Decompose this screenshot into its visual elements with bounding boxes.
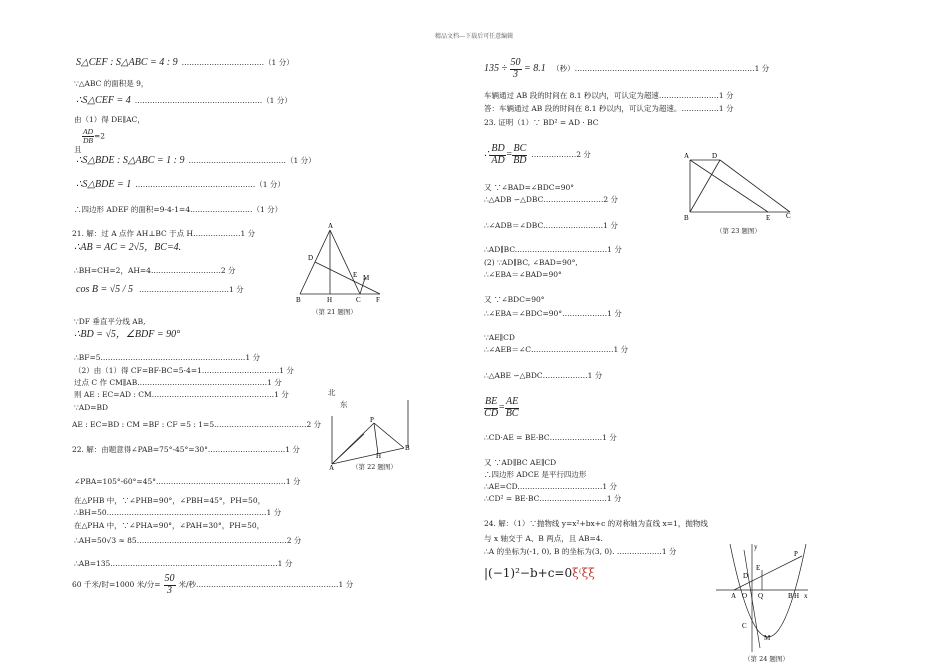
line-ratio-sbde: ∴S△BDE : S△ABC = 1 : 9 …………………………………（1 分） [76, 155, 316, 166]
q23-eba-bdc: ∴∠EBA＝∠BDC=90°………………1 分 [484, 309, 622, 318]
line-sbde: ∴S△BDE = 1 …………………………………………（1 分） [76, 179, 285, 190]
q21-cf: （2）由（1）得 CF=BF-BC=5-4=1.…………………………1 分 [74, 366, 294, 375]
page-header: 精品文档---下载后可任意编辑 [435, 33, 514, 40]
line-speeding: 车辆通过 AB 段的时间在 8.1 秒以内，可认定为超速……………………1 分 [484, 91, 734, 100]
q24-intersect: 与 x 轴交于 A、B 两点，且 AB=4. [484, 534, 603, 543]
fig22-label-b: B [405, 444, 410, 452]
q21-ae-ec: AE : EC=BD : CM =BF : CF =5 : 1=5.………………………………2 分 [72, 420, 322, 429]
fig24-label-o: O [742, 592, 748, 600]
fig24-label-c: C [742, 622, 747, 630]
line-scef: ∴S△CEF = 4 ……………………………………………（1 分） [76, 95, 292, 106]
q21-cm: 过点 C 作 CM∥AB.……………………………………………1 分 [74, 378, 282, 387]
q24-solution-start: 24. 解：（1）∵抛物线 y=x²+bx+c 的对称轴为直线 x=1，抛物线 [484, 519, 708, 528]
q23-eba: ∴∠EBA＝∠BAD=90° [484, 270, 562, 279]
fig21-label-m: M [363, 274, 370, 282]
q23-frac-2: $\frac{BE}{CD}$ = $\frac{AE}{BC}$ [484, 396, 519, 419]
line-qie: 且 [74, 145, 82, 154]
fig24-label-b: B [788, 592, 793, 600]
figure-21 [290, 220, 390, 320]
figure-24 [712, 540, 812, 655]
fig21-label-f: F [376, 296, 380, 304]
q22-speed: 60 千米/时=1000 米/分= $\frac{50}{3}$ 米/秒…………………………………………………1 分 [72, 573, 354, 596]
q22-pba: ∠PBA=105°-60°=45°.……………………………………………1 分 [74, 477, 301, 486]
q22-ab: ∴AB=135.…………………………………………………………1 分 [74, 559, 293, 568]
q21-df-bisector: ∵DF 垂直平分线 AB, [74, 317, 146, 326]
line-area-abc: ∵△ABC 的面积是 9， [74, 79, 149, 88]
fig24-label-p: P [794, 550, 798, 558]
q23-ae-eq-cd: ∴AE=CD.……………………………1 分 [484, 482, 617, 491]
q23-angle-adb: ∴∠ADB＝∠DBC……………………1 分 [484, 221, 618, 230]
q21-solution-start: 21. 解：过 A 点作 AH⊥BC 于点 H.………………1 分 [72, 229, 256, 238]
fig21-label-a: A [328, 222, 334, 230]
fig22-label-p: P [370, 416, 374, 424]
q23-part2: (2) ∵AD∥BC, ∠BAD=90°, [484, 258, 578, 267]
fig23-label-c: C [786, 212, 791, 220]
line-time-calc: 135 ÷ $\frac{50}{3}$ = 8.1 （秒）………………………………………………………………1 分 [484, 57, 770, 80]
q24-coords: ∴A 的坐标为(-1, 0), B 的坐标为(3, 0). ………………1 分 [484, 547, 677, 556]
fig21-label-e: E [353, 271, 358, 279]
fig24-label-q: Q [758, 592, 764, 600]
fig21-label-b: B [296, 296, 301, 304]
q23-parallelogram: ∴四边形 ADCE 是平行四边形 [484, 470, 587, 479]
q21-ad-bd: ∵AD=BD [74, 403, 109, 412]
q22-bh: ∴BH=50.………………………………………………………1 分 [74, 508, 282, 517]
q22-phb: 在△PHB 中，∵∠PHB=90°，∠PBH=45°，PH=50， [74, 496, 266, 505]
q22-solution-start: 22. 解：由题意得∠PAB=75°-45°=30°.…………………………1 分 [72, 445, 300, 454]
fig24-label-y: y [754, 543, 758, 551]
fig24-label-a: A [731, 592, 737, 600]
line-ratio-scef-sabc: S△CEF : S△ABC = 4 : 9 ……………………………（1 分） [76, 57, 294, 68]
fig21-label-d: D [308, 254, 314, 262]
line-answer: 答：车辆通过 AB 段的时间在 8.1 秒以内，可认定为超速。……………1 分 [484, 104, 734, 113]
q23-cd-squared: ∴CD² = BE·BC………………………1 分 [484, 494, 622, 503]
fig21-label-h: H [327, 296, 333, 304]
q21-ab-ac: ∴AB = AC = 2√5，BC=4. [74, 242, 182, 253]
fig23-label-a: A [684, 152, 690, 160]
figure-23-caption: （第 23 题图） [716, 227, 761, 235]
figure-24-caption: （第 24 题图） [744, 655, 789, 663]
fig22-label-h: H [376, 452, 382, 460]
q21-bd: ∴BD = √5，∠BDF = 90° [74, 329, 181, 340]
fig24-label-d: D [743, 572, 749, 580]
q23-similar-2: ∴△ABE ∽△BDC………………1 分 [484, 371, 603, 380]
q23-angle-bad-bdc: 又 ∵∠BAD=∠BDC=90° [484, 183, 575, 192]
figure-22-caption: （第 22 题图） [352, 463, 397, 471]
q22-pha: 在△PHA 中，∵∠PHA=90°，∠PAH=30°，PH=50， [74, 521, 265, 530]
fig23-label-d: D [712, 152, 718, 160]
figure-22-north: 北 [328, 388, 336, 397]
fig22-label-a: A [329, 464, 335, 472]
figure-21-caption: （第 21 题图） [312, 308, 357, 316]
q21-bf: ∴BF=5.…………………………………………………1 分 [74, 353, 261, 362]
q23-ad-parallel: ∴AD∥BC.………………………………1 分 [484, 245, 622, 254]
q21-cosb: cos B = √5 / 5 ………………………………1 分 [76, 284, 244, 295]
fig24-label-h: H [794, 592, 800, 600]
q23-ae-cd: ∵AE∥CD [484, 333, 515, 342]
fig23-label-b: B [684, 214, 689, 222]
q23-cd-ae: ∴CD·AE = BE·BC…………………1 分 [484, 433, 617, 442]
figure-23 [680, 148, 810, 233]
q23-aeb-c: ∴∠AEB＝∠C……………………………1 分 [484, 345, 629, 354]
q23-similar-1: ∴△ADB ∽△DBC……………………2 分 [484, 195, 618, 204]
fig21-label-c: C [356, 296, 361, 304]
q22-ah: ∴AH=50√3 ≈ 85……………………………………………………2 分 [74, 536, 302, 545]
q23-bdc: 又 ∵∠BDC=90° [484, 295, 545, 304]
q23-frac-1: ∴ $\frac{BD}{AD}$ = $\frac{BC}{BD}$ ………………2 分 [484, 143, 591, 166]
fig24-label-m: M [764, 634, 771, 642]
fig24-label-e: E [756, 564, 761, 572]
figure-22 [322, 398, 422, 473]
q24-equation: |(−1)²−b+c=0ξ⁽ξξ [484, 566, 595, 580]
line-adef-area: ∴四边形 ADEF 的面积=9-4-1=4.……………………（1 分） [74, 205, 283, 214]
q21-ratio: 则 AE : EC=AD : CM.…………………………………………1 分 [74, 390, 289, 399]
line-ad-db-frac: $\frac{AD}{DB}$ =2 [83, 127, 106, 145]
fig23-label-e: E [766, 214, 771, 222]
fig24-label-x: x [804, 592, 808, 600]
q21-bh-ch: ∴BH=CH=2，AH=4.………………………2 分 [74, 266, 236, 275]
q23-proof-start: 23. 证明（1）∵ BD² = AD · BC [484, 118, 599, 127]
q23-parallel-2: 又 ∵AD∥BC AE∥CD [484, 458, 557, 467]
line-de-parallel: 由（1）得 DE∥AC， [74, 115, 145, 124]
figure-22-east: 东 [340, 400, 348, 409]
